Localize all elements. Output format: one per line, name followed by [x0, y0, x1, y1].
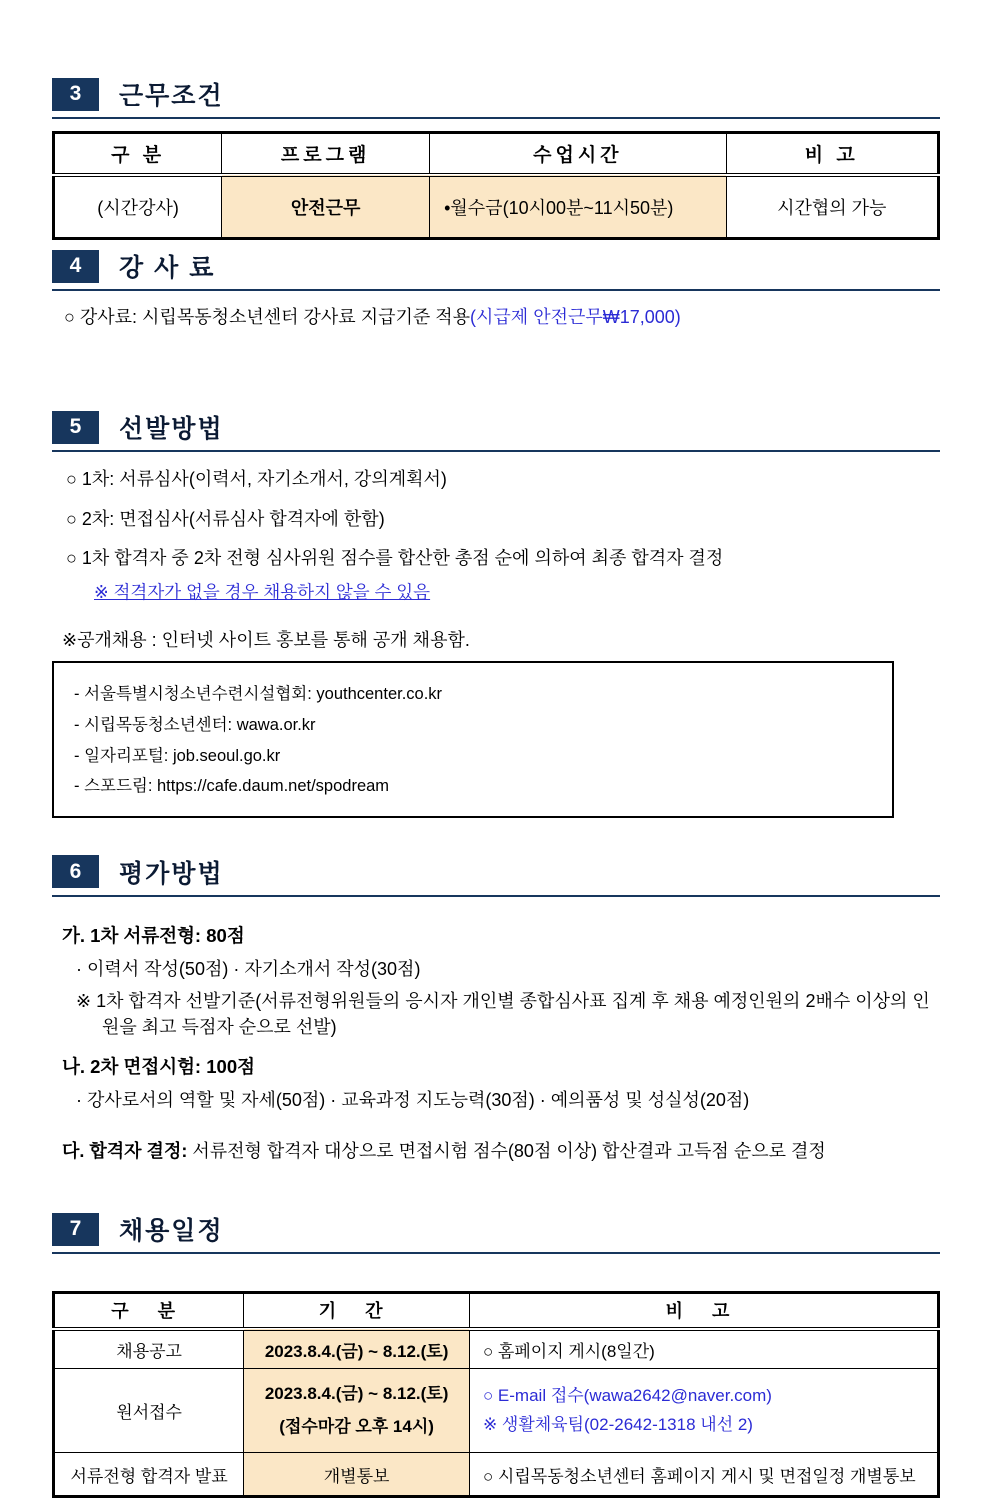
cell-program: 안전근무: [222, 175, 430, 239]
selection-caution-note: ※ 적격자가 없을 경우 채용하지 않을 수 있음: [94, 582, 431, 603]
column-header-remarks: 비 고: [726, 133, 938, 175]
section-4-number-badge: 4: [52, 250, 99, 283]
cell-category: (시간강사): [54, 175, 222, 239]
section-6-number-badge: 6: [52, 855, 99, 888]
section-7-number-badge: 7: [52, 1213, 99, 1246]
fee-amount-highlight: (시급제 안전근무₩17,000): [470, 307, 681, 327]
evaluation-item-b-title: 나. 2차 면접시험: 100점: [62, 1055, 255, 1077]
section-3-header: [52, 76, 940, 119]
evaluation-item-a-note: ※ 1차 합격자 선발기준(서류전형위원들의 응시자 개인별 종합심사표 집계 후 채용 예정인원의 2배수 이상의 인원을 최고 득점자 순으로 선발): [76, 990, 930, 1037]
schedule-table: [52, 1291, 940, 1498]
evaluation-item-b-detail: · 강사로서의 역할 및 자세(50점) · 교육과정 지도능력(30점) · 예의품성 및 성실성(20점): [76, 1089, 750, 1110]
table-row-application: [54, 1369, 939, 1453]
table-header-row: [54, 1293, 939, 1329]
table-row-result: [54, 1453, 939, 1497]
cell-category: 서류전형 합격자 발표: [54, 1453, 244, 1497]
cell-remarks: ○ 시립목동청소년센터 홈페이지 게시 및 면접일정 개별통보: [469, 1453, 938, 1497]
evaluation-item-c-text: 서류전형 합격자 대상으로 면접시험 점수(80점 이상) 합산결과 고득점 순으로 결정: [187, 1140, 826, 1161]
section-4-title: 강 사 료: [119, 254, 216, 282]
selection-bullet-3: ○ 1차 합격자 중 2차 전형 심사위원 점수를 합산한 총점 순에 의하여 최종 합격자 결정: [66, 547, 724, 568]
section-7-header: [52, 1211, 940, 1254]
cell-remarks: 시간협의 가능: [726, 175, 938, 239]
evaluation-item-c-label: 다. 합격자 결정:: [62, 1140, 188, 1161]
selection-bullet-1: ○ 1차: 서류심사(이력서, 자기소개서, 강의계획서): [66, 469, 447, 490]
evaluation-item-a-title: 가. 1차 서류전형: 80점: [62, 924, 245, 946]
cell-remarks: [469, 1369, 938, 1453]
cell-period: 2023.8.4.(금) ~ 8.12.(토): [244, 1329, 470, 1369]
remark-line-2: ※ 생활체육팀(02-2642-1318 내선 2): [482, 1414, 753, 1434]
cell-remarks: ○ 홈페이지 게시(8일간): [469, 1329, 938, 1369]
section-6-title: 평가방법: [119, 859, 224, 888]
site-list-item: - 서울특별시청소년수련시설협회: youthcenter.co.kr: [74, 685, 443, 704]
column-header-category: 구 분: [54, 1293, 244, 1329]
column-header-class-time: 수업시간: [430, 133, 726, 175]
recruitment-sites-box: [52, 661, 894, 817]
section-3-title: 근무조건: [119, 82, 224, 110]
section-5-title: 선발방법: [119, 415, 224, 444]
site-list-item: - 시립목동청소년센터: wawa.or.kr: [74, 716, 316, 734]
cell-period: 개별통보: [244, 1453, 470, 1497]
section-4-header: [52, 248, 940, 291]
section-5-header: [52, 409, 940, 452]
open-recruitment-note: ※공개채용 : 인터넷 사이트 홍보를 통해 공개 채용함.: [62, 630, 470, 651]
period-line-2: (접수마감 오후 14시): [279, 1416, 434, 1436]
site-list-item: - 일자리포털: job.seoul.go.kr: [74, 746, 281, 765]
section-7-title: 채용일정: [119, 1217, 224, 1246]
selection-bullet-2: ○ 2차: 면접심사(서류심사 합격자에 한함): [66, 508, 385, 529]
period-line-1: 2023.8.4.(금) ~ 8.12.(토): [264, 1384, 449, 1404]
column-header-remarks: 비 고: [469, 1293, 938, 1329]
remark-line-1: ○ E-mail 접수(wawa2642@naver.com): [482, 1385, 772, 1405]
working-conditions-table: [52, 131, 940, 240]
table-header-row: [54, 133, 939, 175]
section-3-number-badge: 3: [52, 78, 99, 111]
cell-category: 원서접수: [54, 1369, 244, 1453]
cell-category: 채용공고: [54, 1329, 244, 1369]
site-list-item: - 스포드림: https://cafe.daum.net/spodream: [74, 777, 390, 796]
fee-line: [64, 305, 940, 329]
column-header-category: 구 분: [54, 133, 222, 175]
section-6-header: [52, 854, 940, 897]
table-row: [54, 175, 939, 239]
section-5-number-badge: 5: [52, 411, 99, 444]
column-header-program: 프로그램: [222, 133, 430, 175]
evaluation-item-c: [62, 1139, 940, 1163]
table-row-announcement: [54, 1329, 939, 1369]
evaluation-item-a-detail: · 이력서 작성(50점) · 자기소개서 작성(30점): [76, 958, 421, 979]
cell-class-time: •월수금(10시00분~11시50분): [430, 175, 726, 239]
fee-text: ○ 강사료: 시립목동청소년센터 강사료 지급기준 적용: [64, 307, 471, 327]
column-header-period: 기 간: [244, 1293, 470, 1329]
cell-period: [244, 1369, 470, 1453]
